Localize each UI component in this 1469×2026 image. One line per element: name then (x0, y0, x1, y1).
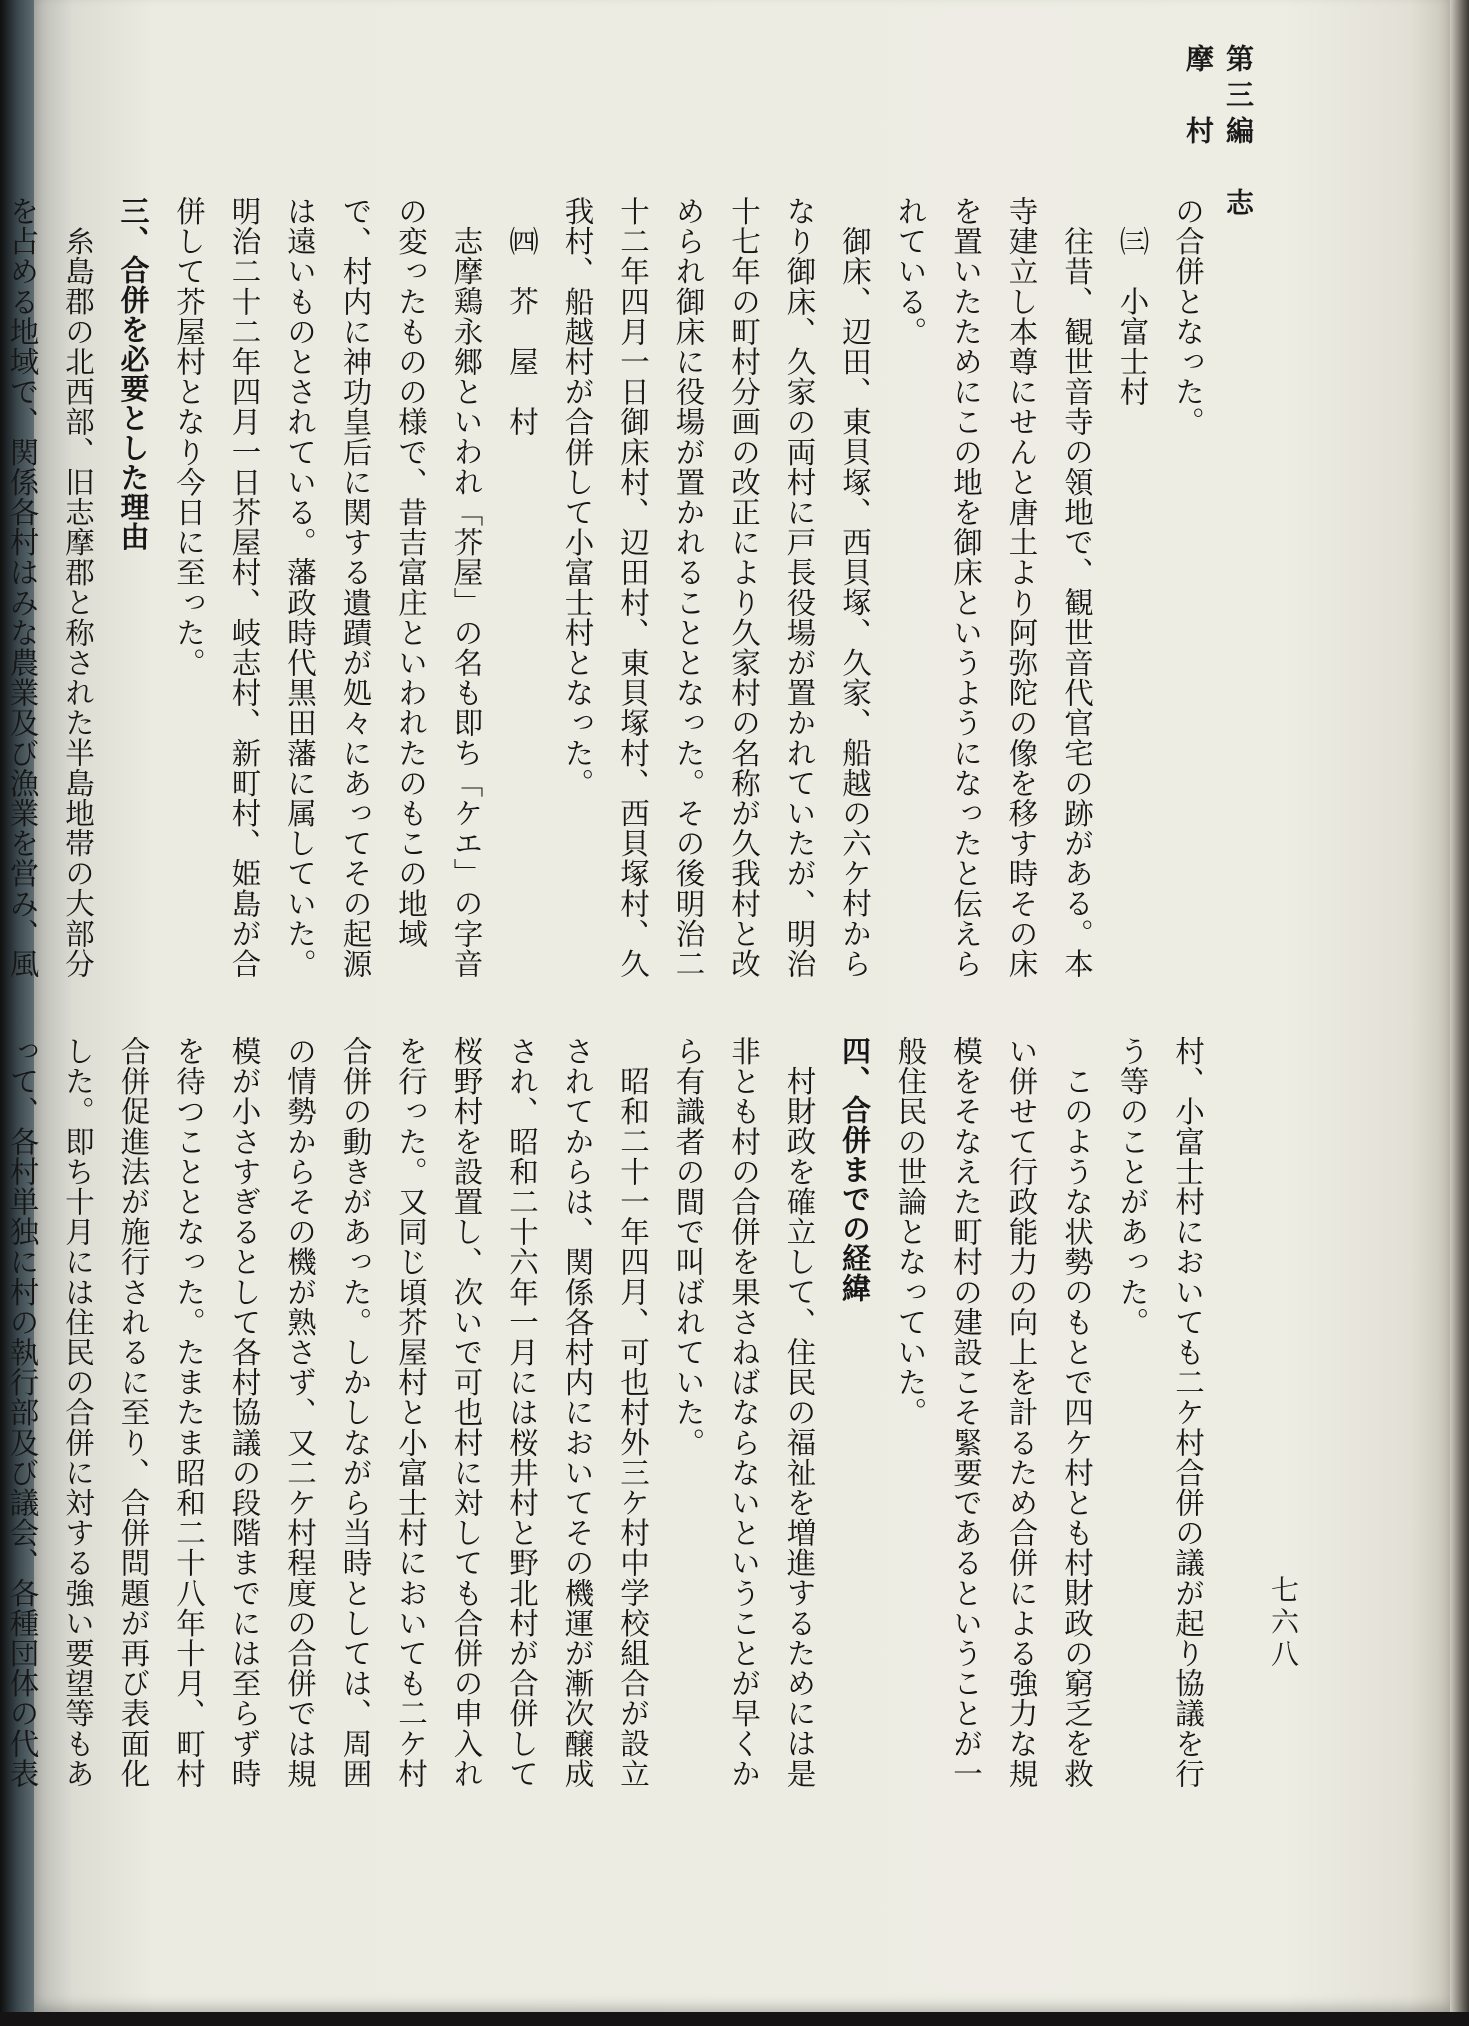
section-heading-reasons: 三、合併を必要とした理由 (116, 196, 151, 552)
paragraph: 昭和二十一年四月、可也村外三ケ村中学校組合が設立されてからは、関係各村内においてその機運が漸次醸成され、昭和二十六年一月には桜井村と野北村が合併して桜野村を設置し、次いで可也村に対しても合併の申入れを行った。又同じ頃芥屋村と小富士村においても二ケ村合併の動きがあった。しかしながら当時としては、周囲の情勢からその機が熟さず、又二ケ村程度の合併では規模が小さすぎるとして各村協議の段階までには至らず時を待つこととなった。たまたま昭和二十八年十月、町村合併促進法が施行されるに至り、合併問題が再び表面化した。即ち十月には住民の合併に対する強い要望等もあって、各村単独に村の執行部及び議会、各種団体の代表 (5, 1036, 650, 1789)
section-heading-history: 四、合併までの経緯 (838, 1036, 872, 1303)
paragraph: 往昔、観世音寺の領地で、観世音代官宅の跡がある。本寺建立し本尊にせんと唐土より阿弥陀の像を移す時その床を置いたためにこの地を御床というようになったと伝えられている。 (893, 196, 1094, 979)
running-header-section-title: 第三編 志 摩 村 (1182, 44, 1255, 260)
paragraph: 御床、辺田、東貝塚、西貝塚、久家、船越の六ケ村からなり御床、久家の両村に戸長役場が置かれていたが、明治十七年の町村分画の改正により久家村の名称が久我村と改められ御床に役場が置かれることとなった。その後明治二十二年四月一日御床村、辺田村、東貝塚村、西貝塚村、久我村、船越村が合併して小富士村となった。 (560, 196, 872, 979)
lower-text-block (5, 1036, 1215, 1806)
subsection-heading-kofuji: ㈢ 小富士村 (1115, 225, 1150, 407)
page-number: 七六八 (1267, 1575, 1300, 1671)
page-edge-right (1450, 0, 1469, 2026)
paragraph: 志摩鶏永郷といわれ「芥屋」の名も即ち「ケエ」の字音の変ったものの様で、昔吉富庄といわれたのもこの地域で、村内に神功皇后に関する遺蹟が処々にあってその起源は遠いものとされている。藩政時代黒田藩に属していた。明治二十二年四月一日芥屋村、岐志村、新町村、姫島が合併して芥屋村となり今日に至った。 (172, 196, 484, 979)
page-edge-bottom (0, 2012, 1469, 2026)
upper-text-block (5, 196, 1215, 986)
paragraph: このような状勢のもとで四ケ村とも村財政の窮乏を救い併せて行政能力の向上を計るため合併による強力な規模をそなえた町村の建設こそ緊要であるということが一般住民の世論となっていた。 (893, 1036, 1094, 1789)
text-line: の合併となった。 (1171, 196, 1205, 437)
subsection-heading-keya: ㈣ 芥 屋 村 (505, 225, 539, 437)
paragraph: 糸島郡の北西部、旧志摩郡と称された半島地帯の大部分を占める地域で、関係各村はみな農業及び漁業を営み、風 (5, 196, 95, 979)
text-line: 村、小富士村においても二ケ村合併の議が起り協議を行う等のことがあった。 (1115, 1036, 1205, 1789)
paragraph: 村財政を確立して、住民の福祉を増進するためには是非とも村の合併を果さねばならないということが早くから有識者の間で叫ばれていた。 (671, 1036, 817, 1789)
